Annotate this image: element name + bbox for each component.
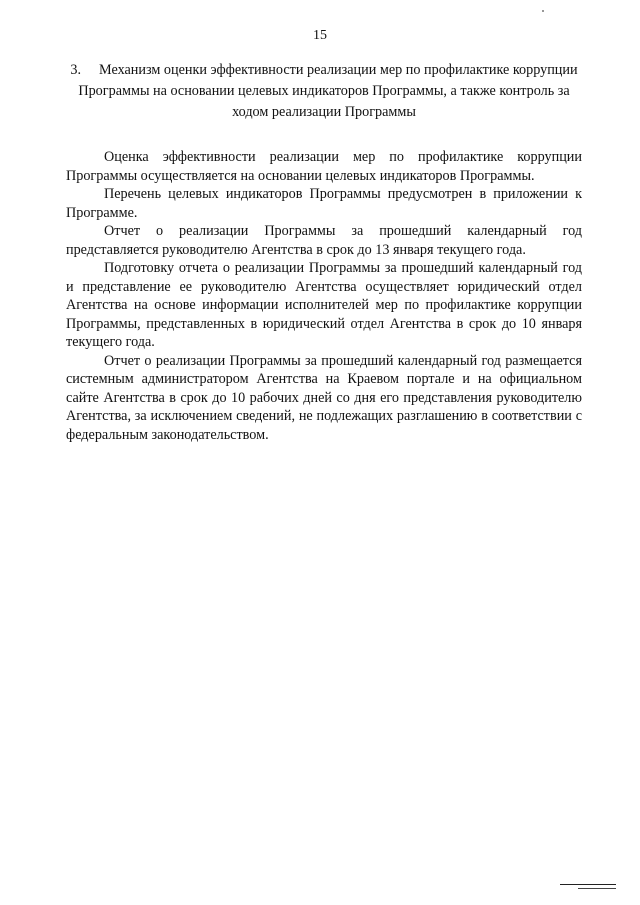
scan-speck (542, 10, 544, 12)
paragraph: Отчет о реализации Программы за прошедший календарный год представляется руководителю Агентства в срок до 13 января текущего года. (66, 223, 582, 258)
section-heading (66, 60, 582, 123)
footer-rule (560, 884, 616, 885)
paragraph: Отчет о реализации Программы за прошедший календарный год размещается системным администратором Агентства на Краевом портале и на официальном сайте Агентства в срок до 10 рабочих дней со дня его представления руководителю Агентства, за исключением сведений, не подлежащих разглашению в соответствии с федеральным законодательством. (66, 352, 582, 443)
footer-rule (578, 888, 616, 889)
paragraph: Перечень целевых индикаторов Программы предусмотрен в приложении к Программе. (66, 186, 582, 221)
section-body (66, 148, 582, 444)
paragraph: Подготовку отчета о реализации Программы за прошедший календарный год и представление ее руководителю Агентства осуществляет юридический отдел Агентства на основе информации исполнителей мер по профилактике коррупции Программы, представленных в юридический отдел Агентства в срок до 10 января текущего года. (66, 260, 582, 350)
section-title: Механизм оценки эффективности реализации мер по профилактике коррупции Программы на основании целевых индикаторов Программы, а также контроль за ходом реализации Программы (78, 62, 578, 120)
page-number: 15 (313, 28, 327, 43)
paragraph: Оценка эффективности реализации мер по профилактике коррупции Программы осуществляется на основании целевых индикаторов Программы. (66, 149, 582, 184)
section-number: 3. (70, 62, 82, 78)
